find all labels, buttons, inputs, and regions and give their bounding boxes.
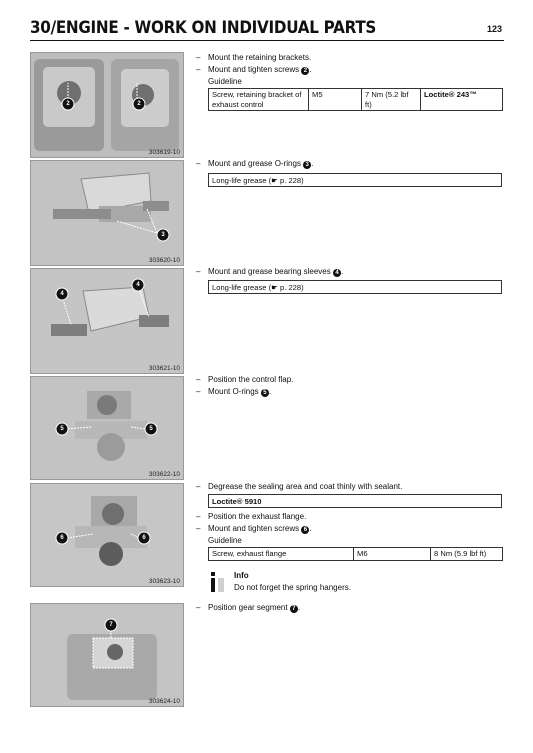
callout-number: 2 — [301, 67, 309, 75]
photo-image — [31, 377, 183, 479]
grease-reference: Long-life grease (☛ p. 228) — [208, 173, 502, 187]
page-title: 30/ENGINE - WORK ON INDIVIDUAL PARTS — [30, 18, 377, 37]
grease-reference: Long-life grease (☛ p. 228) — [208, 280, 502, 294]
info-title: Info — [234, 571, 249, 580]
spec-thread: M5 — [309, 89, 362, 111]
step-degrease: – Degrease the sealing area and coat thinly with sealant. — [196, 482, 403, 491]
guideline-label: Guideline — [208, 536, 242, 545]
step-tighten-flange-screws: – Mount and tighten screws 6 . — [196, 524, 312, 533]
photo-image — [31, 604, 183, 706]
photo-image — [31, 269, 183, 373]
page-number: 123 — [486, 24, 502, 34]
spec-table-bracket-screw — [208, 88, 503, 111]
callout-number: 4 — [333, 269, 341, 277]
photo-303624 — [30, 603, 184, 707]
photo-code: 303619-10 — [148, 149, 180, 156]
photo-image — [31, 161, 183, 265]
callout-number: 7 — [290, 605, 298, 613]
photo-code: 303621-10 — [148, 365, 180, 372]
loctite-reference: Loctite® 5910 — [208, 494, 502, 508]
photo-code: 303624-10 — [148, 698, 180, 705]
photo-303622 — [30, 376, 184, 480]
callout-label: 6 — [60, 535, 64, 541]
callout-number: 3 — [303, 161, 311, 169]
spec-torque: 7 Nm (5.2 lbf ft) — [362, 89, 421, 111]
callout-number: 6 — [301, 526, 309, 534]
callout-label: 4 — [60, 291, 64, 297]
step-bearing-sleeves: – Mount and grease bearing sleeves 4 . — [196, 267, 344, 276]
callout-label: 4 — [136, 282, 140, 288]
callout-label: 7 — [109, 622, 113, 628]
info-text: Do not forget the spring hangers. — [234, 583, 351, 592]
step-position-flap: – Position the control flap. — [196, 375, 294, 384]
callout-label: 5 — [60, 426, 64, 432]
photo-code: 303622-10 — [148, 471, 180, 478]
photo-303620 — [30, 160, 184, 266]
info-note — [208, 571, 504, 595]
step-position-flange: – Position the exhaust flange. — [196, 512, 307, 521]
spec-table-flange-screw — [208, 547, 503, 561]
photo-image — [31, 53, 183, 157]
page-header — [30, 18, 504, 41]
callout-label: 2 — [137, 101, 141, 107]
spec-name: Screw, exhaust flange — [209, 548, 354, 561]
spec-thread: M6 — [354, 548, 431, 561]
callout-label: 5 — [149, 426, 153, 432]
step-tighten-screws: – Mount and tighten screws 2 . — [196, 65, 312, 74]
step-mount-brackets: – Mount the retaining brackets. — [196, 53, 312, 62]
callout-label: 3 — [161, 232, 165, 238]
step-grease-orings: – Mount and grease O-rings 3 . — [196, 159, 314, 168]
callout-label: 2 — [66, 101, 70, 107]
callout-label: 6 — [142, 535, 146, 541]
spec-name: Screw, retaining bracket of exhaust control — [209, 89, 309, 111]
callout-number: 5 — [261, 389, 269, 397]
step-mount-orings: – Mount O-rings 5 . — [196, 387, 272, 396]
spec-loctite: Loctite® 243™ — [421, 89, 503, 111]
photo-code: 303623-10 — [148, 578, 180, 585]
photo-image — [31, 484, 183, 586]
info-icon — [208, 571, 228, 593]
photo-code: 303620-10 — [148, 257, 180, 264]
photo-303619 — [30, 52, 184, 158]
step-gear-segment: – Position gear segment 7 . — [196, 603, 301, 612]
photo-303623 — [30, 483, 184, 587]
photo-303621 — [30, 268, 184, 374]
spec-torque: 8 Nm (5.9 lbf ft) — [431, 548, 503, 561]
guideline-label: Guideline — [208, 77, 242, 86]
